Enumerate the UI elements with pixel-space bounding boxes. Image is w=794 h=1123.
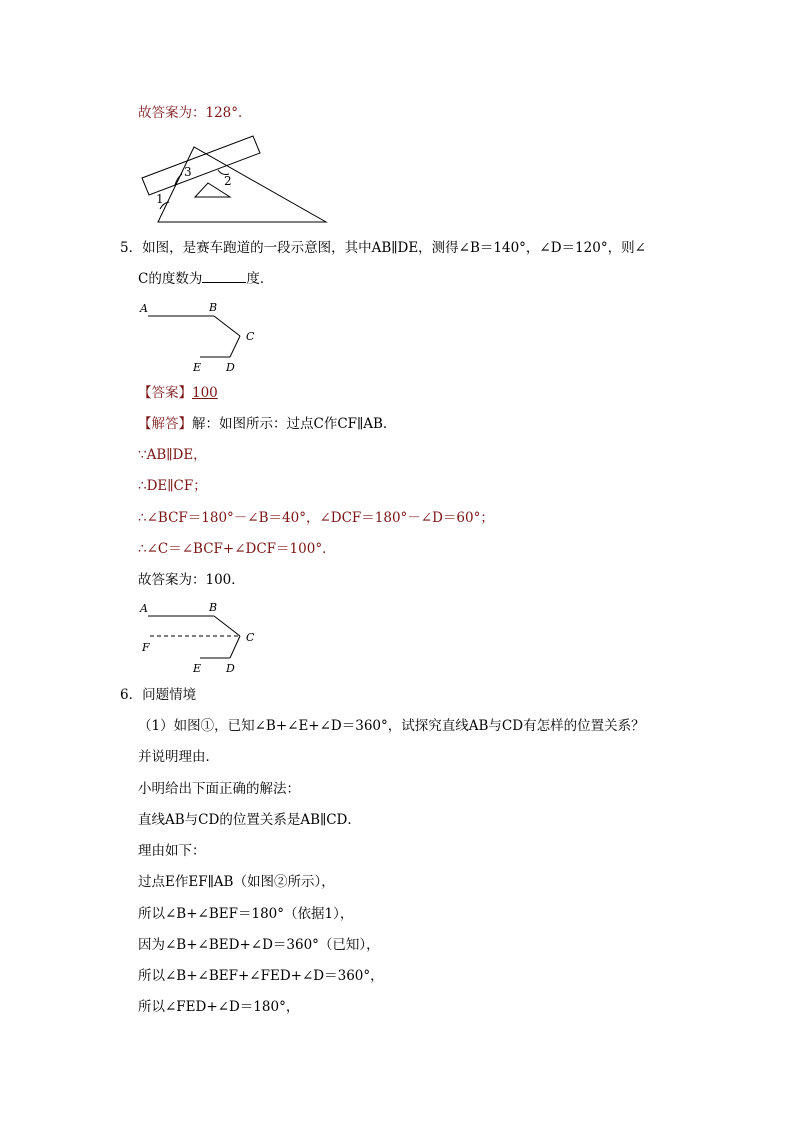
angle-label-1: 1: [156, 192, 164, 206]
q6-line-9: 所以∠B+∠BEF+∠FED+∠D＝360°，: [138, 968, 384, 984]
q6-title: 问题情境: [142, 687, 197, 703]
point-B: B: [209, 301, 218, 314]
point-E: E: [193, 361, 202, 374]
answer-tag: 【答案】: [138, 385, 192, 401]
q6-line-5: 理由如下：: [138, 843, 206, 859]
q5-stem-continuation: C的度数为: [138, 271, 203, 287]
answer-value: 100: [192, 385, 218, 401]
point-A: A: [140, 302, 148, 315]
q6-line-7: 所以∠B+∠BEF＝180°（依据1），: [138, 906, 354, 922]
solution-step-3: ∴∠BCF＝180°－∠B＝40°，∠DCF＝180°－∠D＝60°；: [138, 510, 494, 526]
angle-label-2: 2: [224, 174, 232, 188]
final-answer: 故答案为：100．: [138, 572, 245, 588]
q6-title-row: [120, 686, 196, 704]
q6-line-8: 因为∠B+∠BED+∠D＝360°（已知），: [138, 937, 380, 953]
point-D: D: [226, 361, 235, 374]
q5-stem-unit: 度．: [246, 271, 274, 287]
q6-line-3: 小明给出下面正确的解法：: [138, 781, 300, 797]
solution-text: 解：如图所示：过点C作CF∥AB．: [192, 416, 397, 432]
point-C: C: [246, 330, 255, 343]
point-B-fig2: B: [209, 601, 218, 614]
previous-answer: 故答案为：128°．: [138, 105, 252, 121]
point-C-fig2: C: [246, 631, 255, 644]
q5-stem-text: 如图，是赛车跑道的一段示意图，其中AB∥DE，测得∠B＝140°，∠D＝120°，则∠: [142, 240, 646, 256]
point-E-fig2: E: [193, 662, 202, 675]
q5-number: 5．: [120, 240, 143, 256]
q6-number: 6．: [120, 687, 143, 703]
q6-line-10: 所以∠FED+∠D＝180°，: [138, 999, 300, 1015]
q6-line-6: 过点E作EF∥AB（如图②所示），: [138, 874, 335, 890]
q6-line-1: （1）如图①，已知∠B+∠E+∠D＝360°，试探究直线AB与CD有怎样的位置关系？: [138, 718, 645, 734]
point-A-fig2: A: [140, 602, 148, 615]
solution-tag: 【解答】: [138, 416, 192, 432]
solution-step-4: ∴∠C＝∠BCF+∠DCF＝100°．: [138, 541, 336, 557]
angle-label-3: 3: [184, 165, 192, 179]
point-D-fig2: D: [226, 662, 235, 675]
solution-step-2: ∴DE∥CF；: [138, 478, 207, 494]
q6-line-4: 直线AB与CD的位置关系是AB∥CD．: [138, 812, 361, 828]
q6-line-2: 并说明理由．: [138, 749, 219, 765]
point-F-fig2: F: [142, 641, 150, 654]
solution-step-1: ∵AB∥DE，: [138, 447, 207, 463]
